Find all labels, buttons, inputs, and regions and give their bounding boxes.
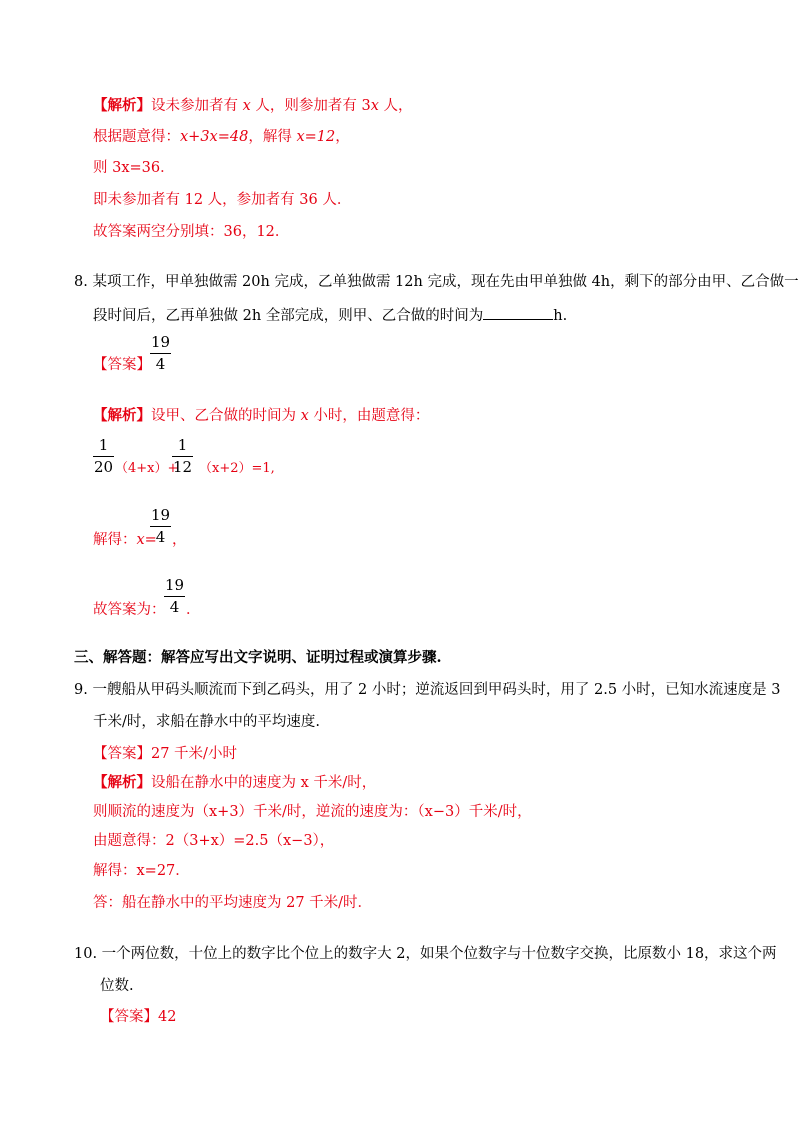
- fraction-bar: [172, 456, 193, 457]
- numerator: 19: [151, 506, 171, 524]
- prev-analysis-line-5: 故答案两空分别填：36，12．: [93, 224, 290, 240]
- q8-eq-fraction-1: [93, 436, 114, 476]
- text: ，: [335, 129, 350, 145]
- analysis-tag: 【解析】: [93, 774, 151, 791]
- text: 段时间后，乙再单独做 2h 全部完成，则甲、乙合做的时间为: [93, 308, 484, 324]
- var-x: x: [370, 98, 379, 114]
- text: 人，: [378, 98, 413, 114]
- answer-value: 42: [158, 1009, 177, 1025]
- q9-answer: [93, 744, 237, 764]
- text: h.: [553, 308, 568, 324]
- q8-final-end: ．: [186, 602, 201, 618]
- section-3-heading: 三、解答题：解答应写出文字说明、证明过程或演算步骤.: [74, 649, 442, 666]
- answer-value: 27 千米/小时: [151, 746, 237, 762]
- numerator: 1: [177, 436, 188, 454]
- q9-analysis-line-1: [93, 773, 376, 793]
- solution: x=12: [296, 129, 336, 145]
- prev-analysis-line-4: 即未参加者有 12 人，参加者有 36 人．: [93, 192, 352, 208]
- text: 设甲、乙合做的时间为: [151, 408, 301, 424]
- fraction-bar: [93, 456, 114, 457]
- denominator: 20: [94, 458, 114, 476]
- q9-stem-line-2: 千米/时，求船在静水中的平均速度.: [93, 714, 320, 730]
- analysis-tag: 【解析】: [93, 97, 151, 114]
- q8-solve-label: [93, 530, 157, 550]
- equation: x+3x=48: [180, 129, 249, 145]
- q8-answer-fraction: [150, 333, 171, 373]
- denominator: 12: [173, 458, 193, 476]
- prev-analysis-line-2: [93, 127, 350, 147]
- answer-tag: 【答案】: [100, 1009, 158, 1025]
- text: 小时，由题意得：: [308, 408, 430, 424]
- analysis-tag: 【解析】: [93, 407, 151, 424]
- var-x: x: [242, 98, 251, 114]
- prev-analysis-line-1: [93, 96, 413, 116]
- var-x: x: [300, 408, 309, 424]
- q8-eq-middle-2: （x+2）=1,: [199, 461, 275, 476]
- numerator: 1: [98, 436, 109, 454]
- var-x: x=: [136, 532, 157, 548]
- q9-analysis-line-4: 解得：x=27．: [93, 863, 190, 879]
- q8-analysis-line: [93, 406, 429, 426]
- text: ，解得: [248, 129, 297, 145]
- q8-stem-line-1: 8. 某项工作，甲单独做需 20h 完成，乙单独做需 12h 完成，现在先由甲单独做 4h，剩下的部分由甲、乙合做一: [74, 274, 799, 290]
- q8-answer-tag: 【答案】: [93, 357, 151, 373]
- fraction-bar: [150, 526, 171, 527]
- q10-stem-line-1: 10. 一个两位数，十位上的数字比个位上的数字大 2，如果个位数字与十位数字交换，比原数小 18，求这个两: [74, 946, 777, 962]
- q8-eq-middle-1: （4+x）+: [115, 461, 179, 476]
- q9-analysis-line-3: 由题意得：2（3+x）=2.5（x−3），: [93, 833, 335, 849]
- q8-eq-fraction-2: [172, 436, 193, 476]
- answer-tag: 【答案】: [93, 746, 151, 762]
- text: 设未参加者有: [151, 98, 243, 114]
- fraction-bar: [150, 353, 171, 354]
- text: 设船在静水中的速度为 x 千米/时，: [151, 775, 377, 791]
- q9-stem-line-1: 9. 一艘船从甲码头顺流而下到乙码头，用了 2 小时；逆流返回到甲码头时，用了 2.5 小时，已知水流速度是 3: [74, 682, 781, 698]
- answer-blank: [483, 305, 553, 320]
- q9-analysis-line-2: 则顺流的速度为（x+3）千米/时，逆流的速度为：（x−3）千米/时，: [93, 804, 532, 820]
- q8-final-fraction: [164, 576, 185, 616]
- q10-answer: [100, 1007, 176, 1027]
- prev-analysis-line-3: 则 3x=36．: [93, 160, 175, 176]
- text: 根据题意得：: [93, 129, 180, 145]
- text: 人，则参加者有 3: [250, 98, 371, 114]
- q10-stem-line-2: 位数.: [100, 978, 134, 994]
- q8-solve-fraction: [150, 506, 171, 546]
- fraction-bar: [164, 596, 185, 597]
- q8-solve-end: ，: [172, 532, 187, 548]
- text: 解得：: [93, 532, 137, 548]
- denominator: 4: [155, 528, 166, 546]
- numerator: 19: [151, 333, 171, 351]
- q9-analysis-line-5: 答：船在静水中的平均速度为 27 千米/时．: [93, 895, 373, 911]
- q8-stem-line-2: [93, 305, 567, 326]
- denominator: 4: [169, 598, 180, 616]
- denominator: 4: [155, 355, 166, 373]
- q8-final-label: 故答案为：: [93, 602, 166, 618]
- numerator: 19: [165, 576, 185, 594]
